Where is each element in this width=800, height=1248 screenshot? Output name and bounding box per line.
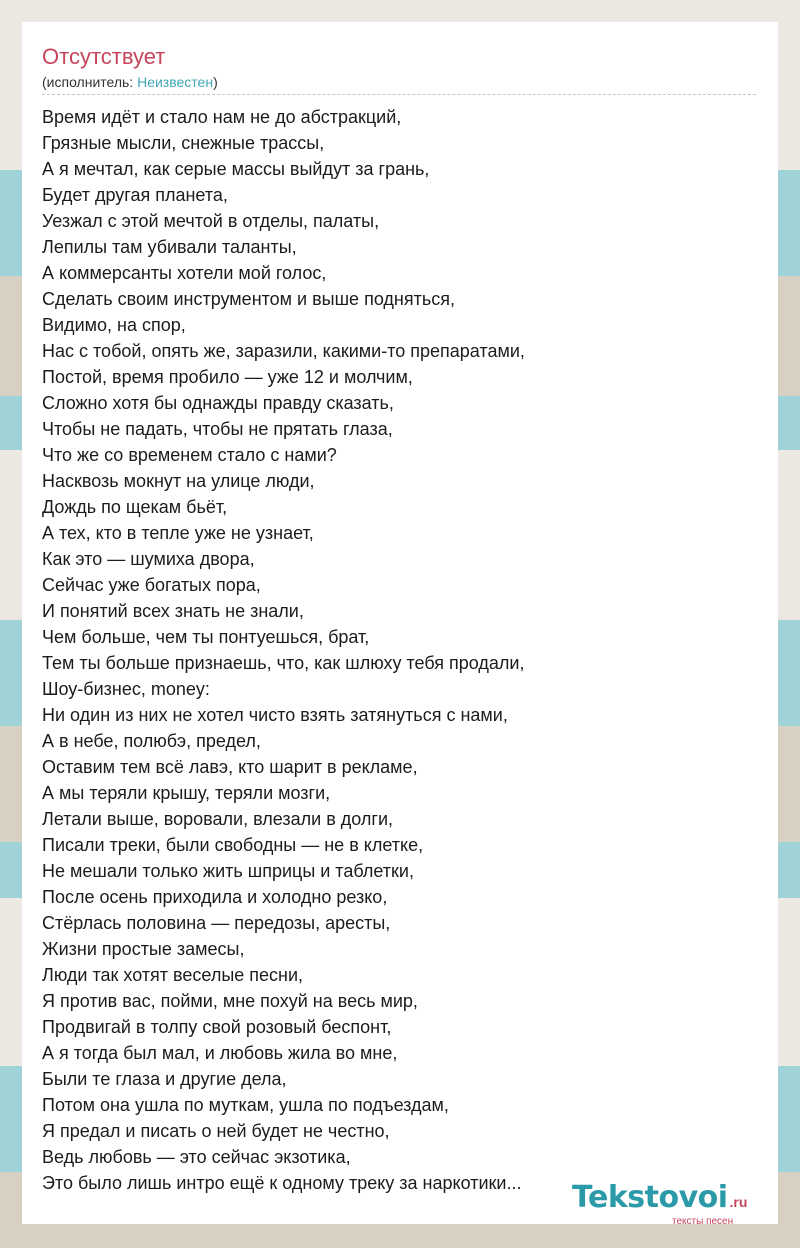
lyric-line: А мы теряли крышу, теряли мозги, <box>42 783 331 803</box>
artist-prefix: (исполнитель: <box>42 74 138 90</box>
lyric-line: Чем больше, чем ты понтуешься, брат, <box>42 627 370 647</box>
lyric-line: Потом она ушла по мутка‌м, ушла по подъездам, <box>42 1095 449 1115</box>
lyric-line: А коммерсанты хотели мой голос, <box>42 263 327 283</box>
lyric-line: Что же со временем стало с нами? <box>42 445 337 465</box>
lyric-line: Видимо, на спор, <box>42 315 186 335</box>
lyric-line: Стёрлась половина — передозы, аресты, <box>42 913 391 933</box>
lyric-line: Лепилы там убивали таланты, <box>42 237 297 257</box>
lyric-line: Оставим тем всё лавэ, кто шарит в рекламе, <box>42 757 418 777</box>
lyric-line: Постой, время пробило — уже 12 и молчим, <box>42 367 413 387</box>
lyric-line: Сделать своим инструментом и выше подняться, <box>42 289 455 309</box>
lyric-line: Сложно хотя бы однажды правду сказать, <box>42 393 394 413</box>
lyrics-text <box>42 104 762 1196</box>
lyric-line: А в небе, полюбэ, предел, <box>42 731 261 751</box>
lyric-line: Это было лишь интро ещё к одному треку за наркотики... <box>42 1173 522 1193</box>
title-divider <box>42 94 756 95</box>
lyric-line: Летали выше, воровали, влезали в долги, <box>42 809 394 829</box>
lyric-line: Тем ты больше признаешь, что, как шлюху тебя продали, <box>42 653 525 673</box>
lyric-line: Насквозь мокнут на улице люди, <box>42 471 315 491</box>
lyric-line: Ведь любовь — это сейчас экзотика, <box>42 1147 351 1167</box>
lyric-line: И понятий всех знать не знали, <box>42 601 304 621</box>
lyric-line: Писали треки, были свободны — не в клетке, <box>42 835 424 855</box>
lyric-line: Продвигай в толпу свой розовый беспонт, <box>42 1017 392 1037</box>
lyric-line: Я предал и писать о ней будет не честно, <box>42 1121 390 1141</box>
logo-tld: .ru <box>729 1194 748 1210</box>
lyric-line: После осень приходила и холодно резко, <box>42 887 388 907</box>
artist-link[interactable]: Неизвестен <box>137 74 214 90</box>
lyric-line: Шоу-бизнес, money: <box>42 679 210 699</box>
lyric-line: Ни один из них не хотел чисто взять затянуться с нами, <box>42 705 508 725</box>
logo-word: Tekstovoi <box>572 1180 728 1215</box>
lyric-line: Сейчас уже богатых пора, <box>42 575 261 595</box>
lyric-line: Будет другая планета, <box>42 185 228 205</box>
lyric-line: А тех, кто в тепле уже не узнает, <box>42 523 314 543</box>
lyric-line: Были те глаза и другие дела, <box>42 1069 287 1089</box>
artist-suffix: ) <box>213 74 218 90</box>
lyric-line: А я тогда был мал, и любовь жила во мне, <box>42 1043 398 1063</box>
lyric-line: Дождь по щекам бьёт, <box>42 497 228 517</box>
site-logo[interactable] <box>572 1180 792 1230</box>
lyrics-card <box>22 22 778 1227</box>
lyric-line: Грязные мысли, снежные трассы, <box>42 133 325 153</box>
lyric-line: Люди так хотят веселые песни, <box>42 965 304 985</box>
lyric-line: Жизни простые замесы, <box>42 939 245 959</box>
lyric-line: Нас с тобой, опять же, заразили, какими-то препаратами, <box>42 341 525 361</box>
lyric-line: А я мечтал, как серые массы выйдут за грань, <box>42 159 430 179</box>
lyric-line: Уезжал с этой мечтой в отделы, палаты, <box>42 211 380 231</box>
lyric-line: Я против вас, пойми, мне похуй на весь мир, <box>42 991 418 1011</box>
lyric-line: Как это — шумиха двора, <box>42 549 255 569</box>
lyric-line: Не мешали только жить шприцы и таблетки, <box>42 861 414 881</box>
lyric-line: Время идёт и стало нам не до абстракций, <box>42 107 402 127</box>
logo-subtitle: тексты песен <box>672 1216 734 1227</box>
lyric-line: Чтобы не падать, чтобы не прятать глаза, <box>42 419 393 439</box>
song-title: Отсутствует <box>42 44 166 69</box>
artist-line <box>42 74 218 90</box>
